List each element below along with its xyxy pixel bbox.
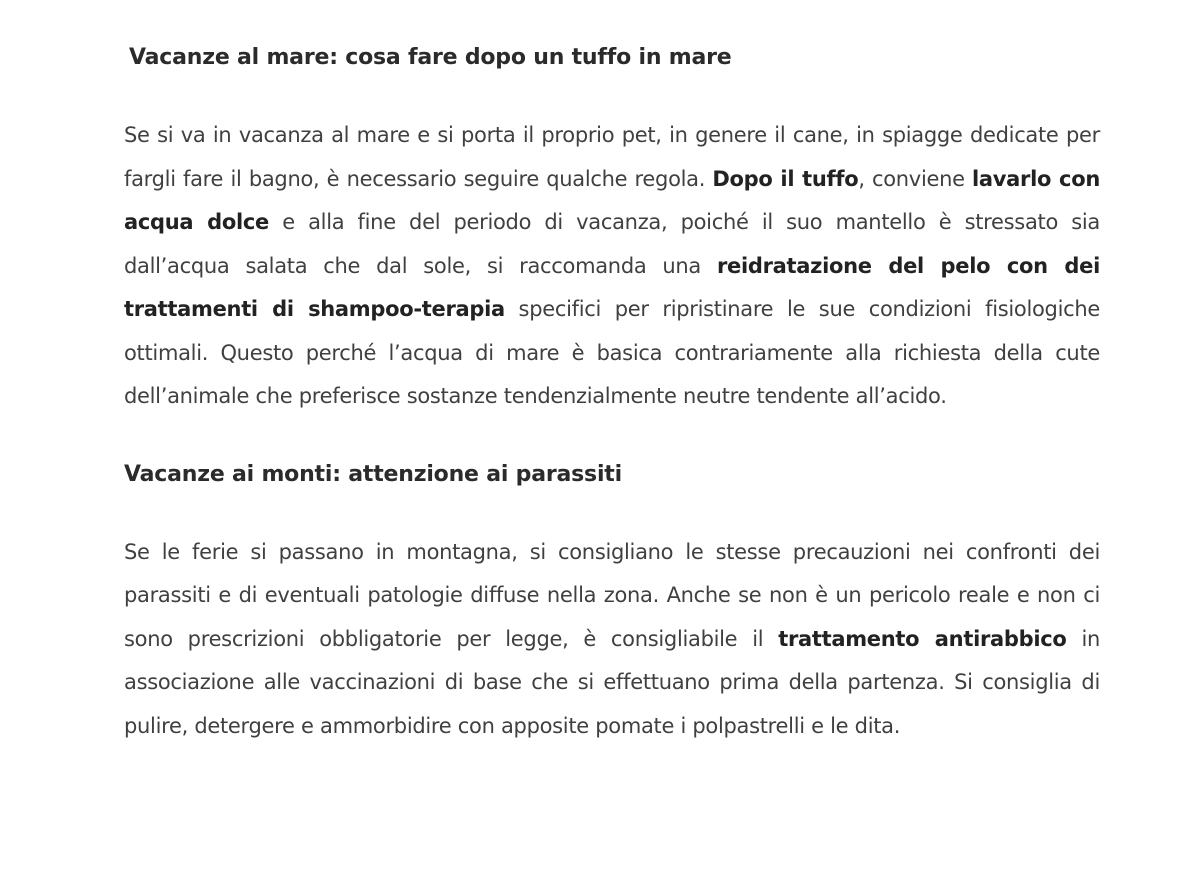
- article-body: [124, 40, 1100, 748]
- emphasis-trattamento-antirabbico: trattamento antirabbico: [778, 626, 1067, 651]
- paragraph-text: e alla fine del periodo di vacanza, poiché il suo mantello è stressato sia dall’acqua salata che dal sole, si raccomanda una: [124, 210, 1100, 278]
- section-paragraph-sea: [124, 114, 1100, 419]
- emphasis-lavarlo: lavarlo con acqua dolce: [124, 166, 1100, 234]
- emphasis-dopo-il-tuffo: Dopo il tuffo: [712, 166, 859, 191]
- section-heading-mountains: Vacanze ai monti: attenzione ai parassiti: [124, 461, 622, 487]
- paragraph-text: Se le ferie si passano in montagna, si consigliano le stesse precauzioni nei confronti dei parassiti e di eventuali patologie diffuse nella zona. Anche se non è un pericolo reale e non ci sono prescrizioni obbligatorie per legge, è consigliabile il: [124, 539, 1100, 651]
- emphasis-reidratazione: reidratazione del pelo con dei trattamenti di shampoo-terapia: [124, 253, 1100, 321]
- paragraph-text: Se si va in vacanza al mare e si porta il proprio pet, in genere il cane, in spiagge dedicate per fargli fare il bagno, è necessario seguire qualche regola.: [124, 123, 1100, 191]
- paragraph-text: in associazione alle vaccinazioni di base che si effettuano prima della partenza. Si consiglia di pulire, detergere e ammorbidire con apposite pomate i polpastrelli e le dita.: [124, 626, 1101, 738]
- paragraph-text: specifici per ripristinare le sue condizioni fisiologiche ottimali. Questo perché l’acqua di mare è basica contrariamente alla richiesta della cute dell’animale che preferisce sostanze tendenzialmente neutre tendente all’acido.: [124, 297, 1100, 408]
- section-paragraph-mountains: [124, 531, 1100, 749]
- section-heading-sea: Vacanze al mare: cosa fare dopo un tuffo in mare: [129, 45, 732, 70]
- paragraph-text: , conviene: [858, 166, 973, 191]
